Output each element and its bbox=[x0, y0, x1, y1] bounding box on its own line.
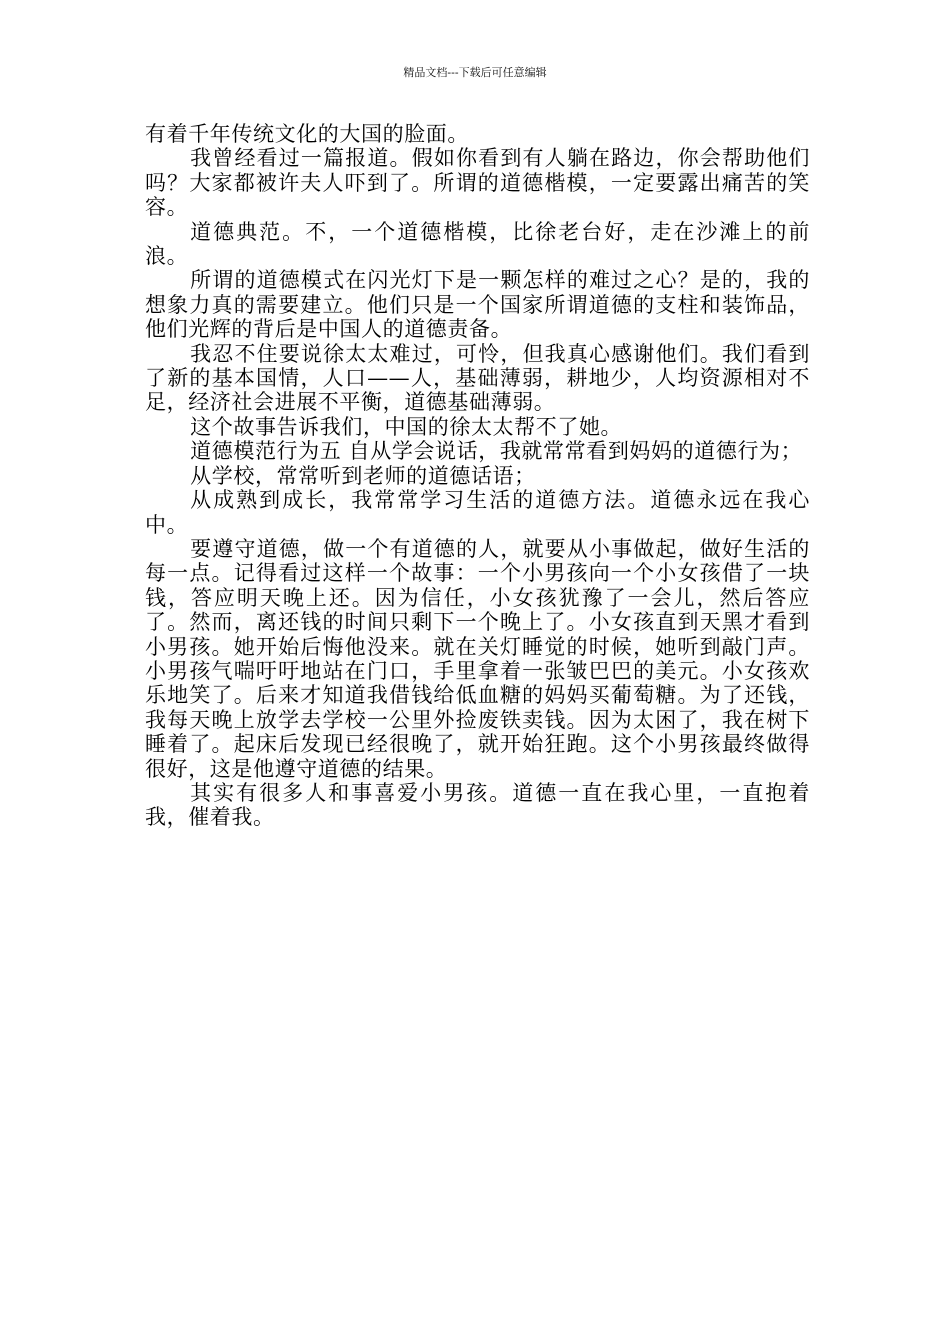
paragraph: 所谓的道德模式在闪光灯下是一颗怎样的难过之心？是的，我的想象力真的需要建立。他们只是一个国家所谓道德的支柱和装饰品，他们光辉的背后是中国人的道德责备。 bbox=[145, 268, 810, 342]
paragraph: 道德模范行为五 自从学会说话，我就常常看到妈妈的道德行为； bbox=[190, 439, 803, 464]
paragraph: 要遵守道德，做一个有道德的人，就要从小事做起，做好生活的每一点。记得看过这样一个故事：一个小男孩向一个小女孩借了一块钱，答应明天晚上还。因为信任，小女孩犹豫了一会儿，然后答应了。然而，离还钱的时间只剩下一个晚上了。小女孩直到天黑才看到小男孩。她开始后悔他没来。就在关灯睡觉的时候，她听到敲门声。小男孩气喘吁吁地站在门口，手里拿着一张皱巴巴的美元。小女孩欢乐地笑了。后来才知道我借钱给低血糖的妈妈买葡萄糖。为了还钱，我每天晚上放学去学校一公里外捡废铁卖钱。因为太困了，我在树下睡着了。起床后发现已经很晚了，就开始狂跑。这个小男孩最终做得很好，这是他遵守道德的结果。 bbox=[145, 536, 810, 781]
paragraph: 我曾经看过一篇报道。假如你看到有人躺在路边，你会帮助他们吗？大家都被许夫人吓到了。所谓的道德楷模，一定要露出痛苦的笑容。 bbox=[145, 146, 810, 220]
document-body bbox=[145, 122, 810, 830]
page-header: 精品文档---下载后可任意编辑 bbox=[403, 66, 547, 79]
paragraph: 道德典范。不，一个道德楷模，比徐老台好，走在沙滩上的前浪。 bbox=[145, 219, 810, 269]
paragraph: 其实有很多人和事喜爱小男孩。道德一直在我心里，一直抱着我，催着我。 bbox=[145, 780, 810, 830]
paragraph: 有着千年传统文化的大国的脸面。 bbox=[145, 122, 469, 146]
paragraph: 从成熟到成长，我常常学习生活的道德方法。道德永远在我心中。 bbox=[145, 488, 810, 537]
paragraph: 从学校，常常听到老师的道德话语； bbox=[190, 463, 536, 488]
paragraph: 这个故事告诉我们，中国的徐太太帮不了她。 bbox=[190, 414, 623, 439]
paragraph: 我忍不住要说徐太太难过，可怜，但我真心感谢他们。我们看到了新的基本国情，人口——人，基础薄弱，耕地少，人均资源相对不足，经济社会进展不平衡，道德基础薄弱。 bbox=[145, 341, 810, 415]
